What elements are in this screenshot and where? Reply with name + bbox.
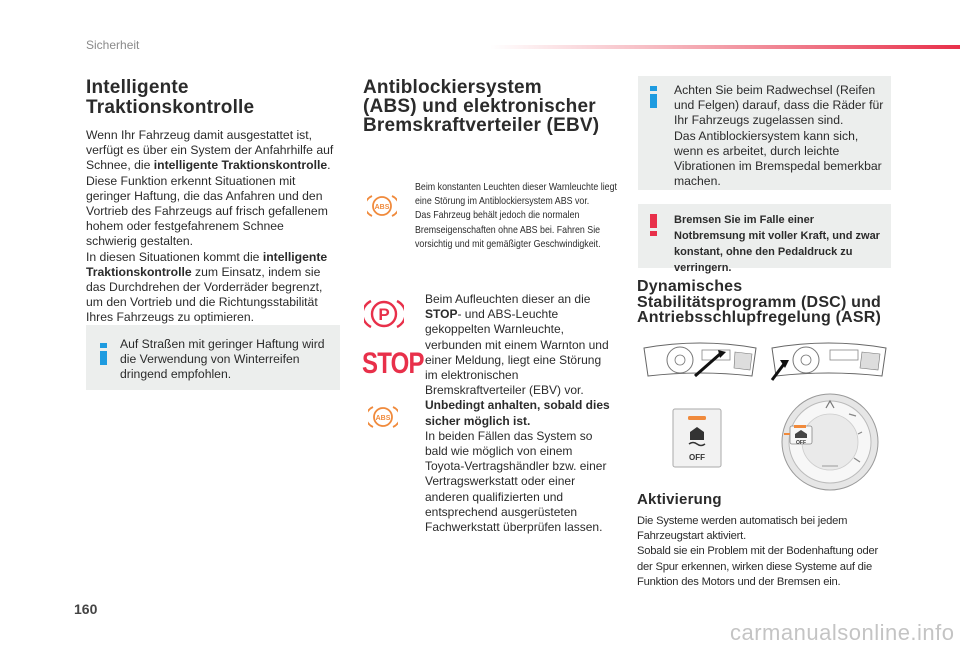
winter-tyre-info-box [86,325,340,390]
abs-warning-icon [367,193,397,219]
abs-icon-label: ABS [375,415,391,422]
header-accent-line [490,45,960,49]
abs-warning-icon [368,404,398,430]
ebv-bold-instruction: Unbedingt anhalten, sobald dies sicher möglich ist. [425,398,610,428]
wheel-change-info-box [638,76,891,190]
abs-icon-label: ABS [374,204,390,211]
off-label: OFF [689,453,705,462]
traction-paragraph-1: Wenn Ihr Fahrzeug damit ausgestattet ist, verfügt es über ein System der Anfahrhilfe auf Schnee, die intelligente Traktionskontrolle. Diese Funktion erkennt Situationen mit geringer Haftung, die das Anfahren und den Vortrieb des Fahrzeugs auf frisch gefallenem hohem oder festgefahrenem Schnee schwierig gestalten. [86,128,334,249]
drive-mode-dial-illustration [780,392,880,492]
title-line: (ABS) und elektronischer [363,96,596,117]
title-line: Antriebsschlupfregelung (ASR) [637,309,882,326]
activation-title: Aktivierung [637,491,722,508]
emergency-braking-warning-box [638,204,891,274]
traction-paragraph-2: In diesen Situationen kommt die intelligente Traktionskontrolle zum Einsatz, indem sie das Durchdrehen der Vorderräder begrenzt, um den Vortrieb und die Richtungsstabilität Ihres Fahrzeugs zu optimieren. [86,249,328,325]
abs-warning-text [415,181,620,252]
info-icon [100,343,107,365]
dsc-off-switch-illustration [672,408,722,468]
parking-brake-warning-icon [364,297,404,331]
dsc-title [637,279,907,326]
dashboard-location-illustration [640,336,890,386]
title-line: Bremskraftverteiler (EBV) [363,115,600,136]
p-icon-label: P [378,305,390,324]
warning-icon [650,214,657,236]
ebv-warning-text: Beim Aufleuchten dieser an die STOP- und ABS-Leuchte gekoppelten Warnleuchte, verbunden mit einem Warnton und einer Meldung, liegt eine Störung im elektronischen Bremskraftverteiler (EBV) vor. Unbedingt anhalten, sobald dies sicher möglich ist. In beiden Fällen das System so bald wie möglich von einem Toyota-Vertragshändler bzw. einer Vertragswerkstatt oder einer anderen qualifizierten und entsprechend ausgerüsteten Fachwerkstatt überprüfen lassen. [425,292,613,535]
info-text: Das Antiblockiersystem kann sich, wenn es arbeitet, durch leichte Vibrationen im Bremspedal bemerkbar machen. [674,128,882,189]
info-icon [650,86,657,108]
title-line: Stabilitätsprogramm (DSC) und [637,293,882,311]
traction-control-title [86,78,346,118]
info-text: Auf Straßen mit geringer Haftung wird die Verwendung von Winterreifen dringend empfohlen. [120,337,325,382]
title-line: Antiblockiersystem [363,77,542,98]
warning-text: Bremsen Sie im Falle einer Notbremsung mit voller Kraft, und zwar konstant, ohne den Pedaldruck zu verringern. [674,214,880,274]
title-line: Intelligente [86,77,189,98]
watermark: carmanualsonline.info [730,620,955,645]
activation-text: Die Systeme werden automatisch bei jedem Fahrzeugstart aktiviert. Sobald sie ein Problem mit der Bodenhaftung oder der Spur erkennen, wirken diese Systeme auf die Funktion des Motors und der Bremsen ein. [637,515,879,588]
left-column [86,78,346,326]
abs-title [363,78,613,135]
title-line: Dynamisches [637,278,743,295]
abs-text-1: Beim konstanten Leuchten dieser Warnleuchte liegt eine Störung im Antiblockiersystem ABS vor. [415,182,617,208]
title-line: Traktionskontrolle [86,97,255,118]
info-text: Achten Sie beim Radwechsel (Reifen und Felgen) darauf, dass die Räder für Ihr Fahrzeugs zugelassen sind. [674,83,884,128]
dial-off-label: OFF [796,440,806,446]
abs-text-2: Das Fahrzeug behält jedoch die normalen Bremseigenschaften ohne ABS bei. Fahren Sie vorsichtig und mit gemäßigter Geschwindigkeit. [415,210,601,250]
section-header: Sicherheit [86,38,140,52]
page-number: 160 [74,601,98,617]
stop-warning-icon: STOP [362,347,424,380]
